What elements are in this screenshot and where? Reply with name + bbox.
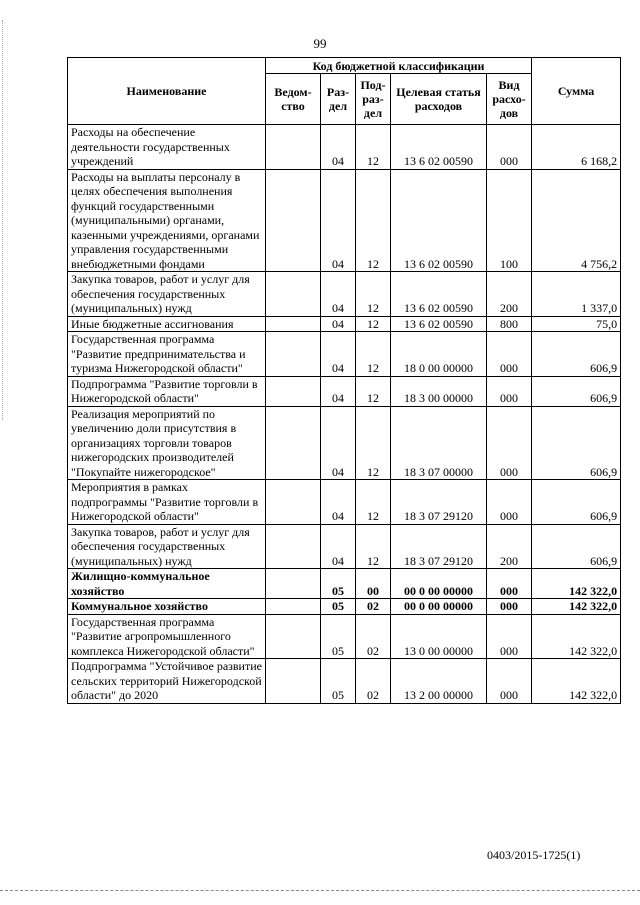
row-vid: 100: [487, 169, 532, 272]
row-podrazdel: 12: [356, 272, 391, 317]
table-row: [68, 406, 621, 480]
header-celevaya: Целевая статья расходов: [391, 74, 487, 125]
header-vid: Вид расхо-дов: [487, 74, 532, 125]
row-vedomstvo: [266, 272, 321, 317]
row-podrazdel: 12: [356, 376, 391, 406]
row-summa: 142 322,0: [532, 599, 621, 615]
row-razdel: 04: [321, 272, 356, 317]
row-name: Подпрограмма "Устойчивое развитие сельских территорий Нижегородской области" до 2020: [68, 659, 266, 704]
row-vid: 000: [487, 569, 532, 599]
row-vid: 000: [487, 659, 532, 704]
row-statya: 18 3 07 00000: [391, 406, 487, 480]
row-vid: 800: [487, 316, 532, 332]
table-row: [68, 125, 621, 170]
row-vedomstvo: [266, 332, 321, 377]
row-summa: 606,9: [532, 480, 621, 525]
table-row: [68, 272, 621, 317]
row-statya: 13 6 02 00590: [391, 125, 487, 170]
row-razdel: 04: [321, 332, 356, 377]
table-row: [68, 599, 621, 615]
row-podrazdel: 00: [356, 569, 391, 599]
row-vid: 000: [487, 332, 532, 377]
row-name: Расходы на обеспечение деятельности государственных учреждений: [68, 125, 266, 170]
row-name: Мероприятия в рамках подпрограммы "Развитие торговли в Нижегородской области": [68, 480, 266, 525]
row-vedomstvo: [266, 125, 321, 170]
row-name: Коммунальное хозяйство: [68, 599, 266, 615]
row-name: Жилищно-коммунальное хозяйство: [68, 569, 266, 599]
row-name: Государственная программа "Развитие агропромышленного комплекса Нижегородской области": [68, 614, 266, 659]
table-row: [68, 169, 621, 272]
row-razdel: 05: [321, 659, 356, 704]
row-razdel: 04: [321, 524, 356, 569]
row-name: Реализация мероприятий по увеличению доли присутствия в организациях торговли товаров нижегородских производителей "Покупайте нижегородское": [68, 406, 266, 480]
row-vid: 000: [487, 406, 532, 480]
row-vid: 200: [487, 524, 532, 569]
row-summa: 142 322,0: [532, 569, 621, 599]
row-name: Иные бюджетные ассигнования: [68, 316, 266, 332]
row-summa: 1 337,0: [532, 272, 621, 317]
row-statya: 18 3 00 00000: [391, 376, 487, 406]
row-podrazdel: 12: [356, 524, 391, 569]
row-vedomstvo: [266, 406, 321, 480]
header-name: Наименование: [68, 58, 266, 125]
row-vid: 000: [487, 376, 532, 406]
row-summa: 606,9: [532, 332, 621, 377]
row-statya: 13 6 02 00590: [391, 272, 487, 317]
row-vedomstvo: [266, 376, 321, 406]
scan-margin-marks: [2, 20, 5, 420]
row-podrazdel: 02: [356, 614, 391, 659]
scan-bottom-edge: [0, 890, 640, 894]
row-summa: 606,9: [532, 524, 621, 569]
header-razdel: Раз-дел: [321, 74, 356, 125]
row-name: Закупка товаров, работ и услуг для обеспечения государственных (муниципальных) нужд: [68, 524, 266, 569]
row-vedomstvo: [266, 316, 321, 332]
row-podrazdel: 12: [356, 316, 391, 332]
table-row: [68, 659, 621, 704]
row-statya: 00 0 00 00000: [391, 599, 487, 615]
budget-table: [67, 57, 621, 704]
row-statya: 18 0 00 00000: [391, 332, 487, 377]
table-row: [68, 332, 621, 377]
row-podrazdel: 02: [356, 659, 391, 704]
page-number: 99: [313, 36, 327, 51]
row-razdel: 04: [321, 316, 356, 332]
row-razdel: 04: [321, 480, 356, 525]
row-statya: 13 0 00 00000: [391, 614, 487, 659]
row-summa: 606,9: [532, 376, 621, 406]
header-vedomstvo: Ведом-ство: [266, 74, 321, 125]
row-vedomstvo: [266, 169, 321, 272]
row-summa: 75,0: [532, 316, 621, 332]
row-name: Закупка товаров, работ и услуг для обеспечения государственных (муниципальных) нужд: [68, 272, 266, 317]
header-code-group: Код бюджетной классификации: [266, 58, 532, 74]
table-row: [68, 569, 621, 599]
row-podrazdel: 12: [356, 406, 391, 480]
row-razdel: 04: [321, 125, 356, 170]
table-body: [68, 125, 621, 704]
row-name: Расходы на выплаты персоналу в целях обеспечения выполнения функций государственными (муниципальными) органами, казенными учреждениями, органами управления государственными внебюджетными фондами: [68, 169, 266, 272]
row-vid: 200: [487, 272, 532, 317]
header-sum: Сумма: [532, 58, 621, 125]
row-vid: 000: [487, 480, 532, 525]
row-razdel: 04: [321, 169, 356, 272]
row-vedomstvo: [266, 599, 321, 615]
row-razdel: 05: [321, 569, 356, 599]
row-vedomstvo: [266, 659, 321, 704]
row-summa: 6 168,2: [532, 125, 621, 170]
table-row: [68, 480, 621, 525]
row-vid: 000: [487, 614, 532, 659]
row-vedomstvo: [266, 524, 321, 569]
row-podrazdel: 12: [356, 125, 391, 170]
table-row: [68, 614, 621, 659]
row-statya: 13 6 02 00590: [391, 169, 487, 272]
row-statya: 13 2 00 00000: [391, 659, 487, 704]
row-podrazdel: 12: [356, 480, 391, 525]
table-row: [68, 524, 621, 569]
row-razdel: 04: [321, 406, 356, 480]
row-podrazdel: 12: [356, 332, 391, 377]
row-vedomstvo: [266, 480, 321, 525]
header-podrazdel: Под-раз-дел: [356, 74, 391, 125]
row-podrazdel: 02: [356, 599, 391, 615]
row-vid: 000: [487, 125, 532, 170]
row-vedomstvo: [266, 569, 321, 599]
table-row: [68, 376, 621, 406]
row-statya: 18 3 07 29120: [391, 524, 487, 569]
row-summa: 4 756,2: [532, 169, 621, 272]
row-summa: 142 322,0: [532, 614, 621, 659]
row-statya: 00 0 00 00000: [391, 569, 487, 599]
row-vid: 000: [487, 599, 532, 615]
row-statya: 18 3 07 29120: [391, 480, 487, 525]
row-razdel: 04: [321, 376, 356, 406]
document-code: 0403/2015-1725(1): [487, 848, 581, 862]
row-podrazdel: 12: [356, 169, 391, 272]
row-statya: 13 6 02 00590: [391, 316, 487, 332]
row-name: Подпрограмма "Развитие торговли в Нижегородской области": [68, 376, 266, 406]
row-name: Государственная программа "Развитие предпринимательства и туризма Нижегородской области": [68, 332, 266, 377]
row-razdel: 05: [321, 599, 356, 615]
row-razdel: 05: [321, 614, 356, 659]
row-summa: 606,9: [532, 406, 621, 480]
table-row: [68, 316, 621, 332]
row-vedomstvo: [266, 614, 321, 659]
row-summa: 142 322,0: [532, 659, 621, 704]
